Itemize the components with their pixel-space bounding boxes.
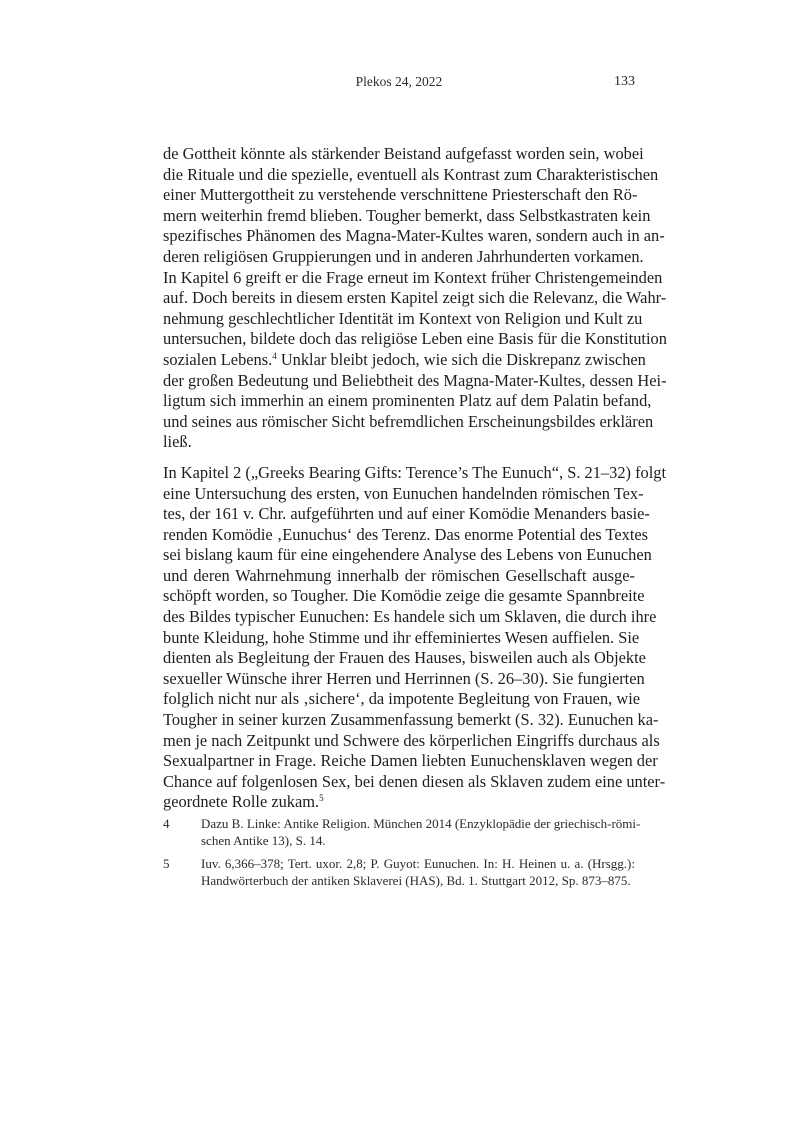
text-line: mern weiterhin fremd blieben. Tougher bemerkt, dass Selbstkastraten kein [163, 205, 651, 225]
text-fragment: geordnete Rolle zukam. [163, 792, 320, 812]
footnote-ref-5[interactable]: 5 [319, 793, 324, 804]
text-line: auf. Doch bereits in diesem ersten Kapitel zeigt sich die Relevanz, die Wahr- [163, 288, 667, 308]
footnote-text [201, 855, 635, 889]
paragraph-1 [163, 144, 667, 453]
text-line: und deren Wahrnehmung innerhalb der römischen Gesellschaft ausge- [163, 565, 635, 585]
text-line: sexueller Wünsche ihrer Herren und Herrinnen (S. 26–30). Sie fungierten [163, 668, 645, 688]
text-line: spezifisches Phänomen des Magna-Mater-Kultes waren, sondern auch in an- [163, 226, 665, 246]
footnote-line: schen Antike 13), S. 14. [201, 833, 326, 848]
text-line: tes, der 161 v. Chr. aufgeführten und auf einer Komödie Menanders basie- [163, 504, 650, 524]
text-line: Tougher in seiner kurzen Zusammenfassung bemerkt (S. 32). Eunuchen ka- [163, 710, 659, 730]
footnote-number: 4 [163, 816, 170, 831]
footnote-line: Iuv. 6,366–378; Tert. uxor. 2,8; P. Guyot: Eunuchen. In: H. Heinen u. a. (Hrsgg.): [201, 856, 635, 871]
text-line [163, 792, 635, 813]
text-line: die Rituale und die spezielle, eventuell als Kontrast zum Charakteristischen [163, 164, 659, 184]
text-line: dienten als Begleitung der Frauen des Hauses, bisweilen auch als Objekte [163, 648, 646, 668]
text-line: ligtum sich immerhin an einem prominenten Platz auf dem Palatin befand, [163, 391, 652, 411]
text-line: sei bislang kaum für eine eingehendere Analyse des Lebens von Eunuchen [163, 545, 652, 565]
text-line: der großen Bedeutung und Beliebtheit des Magna-Mater-Kultes, dessen Hei- [163, 370, 667, 390]
page-number: 133 [614, 74, 635, 89]
text-line: In Kapitel 2 („Greeks Bearing Gifts: Terence’s The Eunuch“, S. 21–32) folgt [163, 462, 667, 482]
text-line: schöpft worden, so Tougher. Die Komödie zeige die gesamte Spannbreite [163, 586, 645, 606]
footnote-text [201, 815, 640, 849]
text-line: In Kapitel 6 greift er die Frage erneut im Kontext früher Christengemeinden [163, 267, 663, 287]
running-head [163, 74, 635, 94]
paragraph-2 [163, 462, 667, 813]
footnote-number: 5 [163, 856, 170, 871]
body-text [163, 144, 667, 813]
footnote-line: Dazu B. Linke: Antike Religion. München 2014 (Enzyklopädie der griechisch-römi- [201, 816, 641, 831]
text-line: renden Komödie ‚Eunuchus‘ des Terenz. Das enorme Potential des Textes [163, 524, 649, 544]
text-line [163, 349, 646, 371]
text-line: einer Muttergottheit zu verstehende verschnittene Priesterschaft den Rö- [163, 185, 638, 205]
text-line: untersuchen, bildete doch das religiöse Leben eine Basis für die Konstitution [163, 329, 667, 349]
footnote-line: Handwörterbuch der antiken Sklaverei (HAS), Bd. 1. Stuttgart 2012, Sp. 873–875. [201, 873, 631, 888]
footnote-4 [163, 815, 641, 849]
footnotes [163, 815, 641, 895]
text-line: de Gottheit könnte als stärkender Beistand aufgefasst worden sein, wobei [163, 144, 644, 163]
footnote-ref-4[interactable]: 4 [272, 350, 277, 361]
text-line: nehmung geschlechtlicher Identität im Kontext von Religion und Kult zu [163, 308, 643, 328]
text-line: Chance auf folgenlosen Sex, bei denen diesen als Sklaven zudem eine unter- [163, 771, 666, 791]
text-line: men je nach Zeitpunkt und Schwere des körperlichen Eingriffs durchaus als [163, 730, 660, 750]
text-fragment: Unklar bleibt jedoch, wie sich die Diskrepanz zwischen [276, 349, 646, 369]
text-line: deren religiösen Gruppierungen und in anderen Jahrhunderten vorkamen. [163, 246, 644, 266]
text-line: ließ. [163, 432, 192, 452]
text-line: folglich nicht nur als ‚sichere‘, da impotente Begleitung von Frauen, wie [163, 689, 641, 709]
text-line: des Bildes typischer Eunuchen: Es handele sich um Sklaven, die durch ihre [163, 607, 657, 627]
text-line: und seines aus römischer Sicht befremdlichen Erscheinungsbildes erklären [163, 411, 654, 431]
journal-citation: Plekos 24, 2022 [355, 74, 443, 89]
text-line: bunte Kleidung, hohe Stimme und ihr effeminiertes Wesen auffielen. Sie [163, 627, 640, 647]
text-line: Sexualpartner in Frage. Reiche Damen liebten Eunuchensklaven wegen der [163, 751, 658, 771]
text-line: eine Untersuchung des ersten, von Eunuchen handelnden römischen Tex- [163, 483, 644, 503]
text-fragment: sozialen Lebens. [163, 349, 273, 369]
footnote-5 [163, 855, 635, 889]
